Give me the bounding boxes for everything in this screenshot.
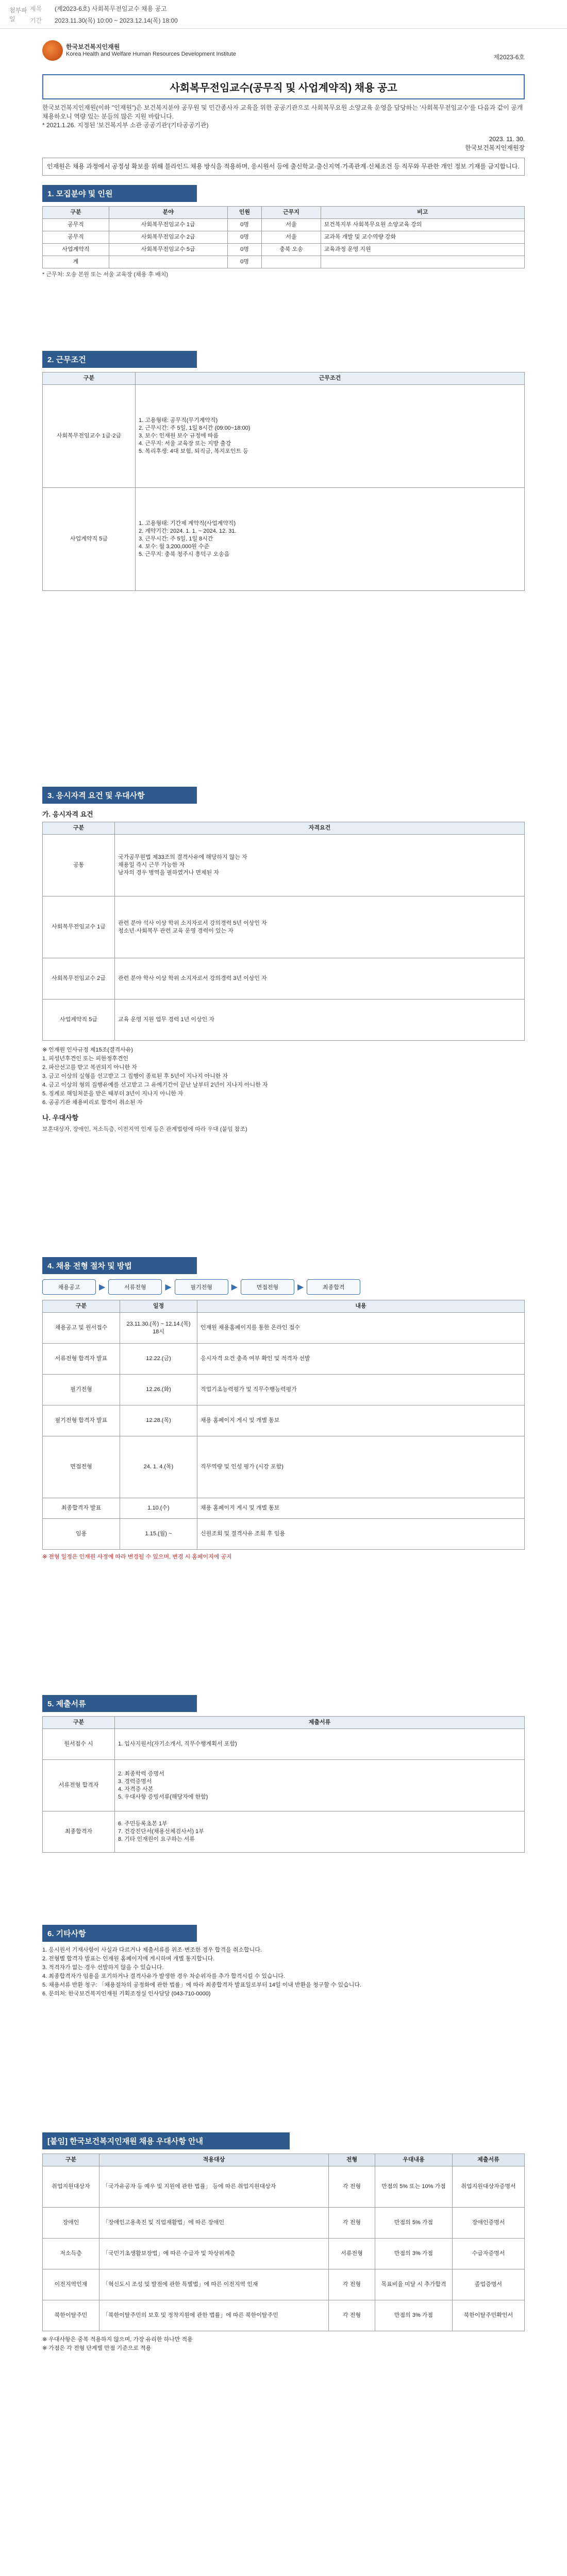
top-bar — [0, 0, 567, 29]
list-item: 2. 전형별 합격자 발표는 인재원 홈페이지에 게시하며 개별 통지합니다. — [42, 1956, 215, 1962]
table-row: 북한이탈주민 「북한이탈주민의 보호 및 정착지원에 관한 법률」에 따른 북한이탈주민 각 전형 만점의 3% 가점 북한이탈주민확인서 — [43, 2300, 525, 2331]
notice-period: 2023.11.30(목) 10:00 ~ 2023.12.14(목) 18:00 — [55, 16, 178, 24]
process-step: 필기전형 — [175, 1279, 228, 1295]
section-title: 4. 채용 전형 절차 및 방법 — [42, 1257, 197, 1274]
list-item: 4. 최종합격자가 임용을 포기하거나 결격사유가 발생한 경우 차순위자를 추가 합격시킬 수 있습니다. — [42, 1973, 285, 1979]
notice-number: 제2023-6호 — [493, 54, 525, 61]
section-recruit — [42, 185, 525, 279]
table-row: 공무직 사회복무전임교수 1급 0명 서울 보건복지부 사회복무요원 소양교육 강의 — [43, 219, 525, 231]
section-title: 3. 응시자격 요건 및 우대사항 — [42, 787, 197, 804]
table-header: 구분 — [43, 822, 115, 835]
process-table — [42, 1300, 525, 1550]
table-header: 인원 — [227, 207, 262, 219]
page-title: 사회복무전임교수(공무직 및 사업계약직) 채용 공고 — [170, 82, 397, 94]
date-block — [42, 135, 525, 152]
preference-table — [42, 2154, 525, 2331]
org-logo-icon — [42, 40, 63, 61]
table-row: 장애인 「장애인고용촉진 및 직업재활법」에 따른 장애인 각 전형 만점의 5% 가점 장애인증명서 — [43, 2208, 525, 2239]
table-header: 우대내용 — [375, 2154, 453, 2166]
process-note: ※ 전형 일정은 인재원 사정에 따라 변경될 수 있으며, 변경 시 홈페이지에 공지 — [42, 1554, 232, 1560]
table-row: 최종합격자 발표 1.10.(수) 채용 홈페이지 게시 및 개별 통보 — [43, 1498, 525, 1519]
notice-date: 2023. 11. 30. — [489, 135, 525, 143]
process-step: 서류전형 — [108, 1279, 162, 1295]
table-row: 사회복무전임교수 2급 관련 분야 학사 이상 학위 소지자로서 강의경력 3년 이상인 자 — [43, 958, 525, 999]
table-header: 근무조건 — [136, 372, 525, 385]
table-header: 적용대상 — [99, 2154, 329, 2166]
table-header: 제출서류 — [115, 1717, 525, 1729]
table-row: 이전지역인재 「혁신도시 조성 및 발전에 관한 특별법」에 따른 이전지역 인재 각 전형 목표비율 미달 시 추가합격 졸업증명서 — [43, 2269, 525, 2300]
page-footer — [42, 2353, 525, 2399]
section-preference — [42, 2132, 525, 2353]
arrow-right-icon: ▶ — [165, 1283, 172, 1292]
document-header — [42, 40, 525, 70]
table-row: 서류전형 합격자 발표 12.22.(금) 응시자격 요건 충족 여부 확인 및 적격자 선발 — [43, 1344, 525, 1375]
table-row: 사업계약직 사회복무전임교수 5급 0명 충북 오송 교육과정 운영 지원 — [43, 244, 525, 256]
list-item: 6. 문의처: 한국보건복지인재원 기획조정실 인사담당 (043-710-0000) — [42, 1991, 211, 1997]
disqualification-notes: ※ 인재원 인사규정 제15조(결격사유) 1. 피성년후견인 또는 피한정후견인 2. 파산선고를 받고 복권되지 아니한 자 3. 금고 이상의 실형을 선고받고 그 집행이 종료된 후 5년이 지나지 아니한 자 4. 금고 이상의 형의 집행유예를 선고받고 그 유예기간이 끝난 날부터 2년이 지나지 아니한 자 5. 징계로 해임처분을 받은 때부터 3년이 지나지 아니한 자 6. 공공기관 채용비리로 합격이 취소된 자 — [42, 1047, 268, 1106]
table-row: 원서접수 시 1. 입사지원서(자기소개서, 직무수행계획서 포함) — [43, 1729, 525, 1760]
documents-table — [42, 1716, 525, 1853]
section-title: 2. 근무조건 — [42, 351, 197, 368]
section-title: 5. 제출서류 — [42, 1695, 197, 1712]
table-header: 제출서류 — [453, 2154, 525, 2166]
table-row: 사업계약직 5급 1. 고용형태: 기간제 계약직(사업계약직) 2. 계약기간: 2024. 1. 1. ~ 2024. 12. 31. 3. 근무시간: 주 5일, 1일 8시간 4. 보수: 월 3,200,000원 수준 5. 근무지: 충북 청주시 흥덕구 오송읍 — [43, 488, 525, 591]
document — [42, 40, 525, 2399]
table-row: 공무직 사회복무전임교수 2급 0명 서울 교과목 개발 및 교수역량 강화 — [43, 231, 525, 244]
table-row: 사업계약직 5급 교육 운영 지원 업무 경력 1년 이상인 자 — [43, 999, 525, 1041]
table-header: 자격요건 — [115, 822, 525, 835]
list-item: 3. 적격자가 없는 경우 선발하지 않을 수 있습니다. — [42, 1964, 164, 1971]
table-header: 일정 — [120, 1300, 197, 1313]
org-name: 한국보건복지인재원 — [66, 43, 120, 50]
section-title: 1. 모집분야 및 인원 — [42, 185, 197, 202]
recruit-table — [42, 206, 525, 268]
table-row: 사회복무전임교수 1급 관련 분야 석사 이상 학위 소지자로서 강의경력 5년 이상인 자 청소년·사회복무 관련 교육 운영 경력이 있는 자 — [43, 896, 525, 958]
attachment-label: 첨부파일 — [9, 6, 27, 23]
preference-text: 보훈대상자, 장애인, 저소득층, 이전지역 인재 등은 관계법령에 따라 우대 (붙임 참조) — [42, 1126, 247, 1132]
intro-text: 한국보건복지인재원(이하 "인재원")은 보건복지분야 공무원 및 민간종사자 교육을 위한 공공기관으로 사회복무요원 소양교육 운영을 담당하는 '사회복무전임교수'를 다음과 같이 공개 채용하오니 역량 있는 분들의 많은 지원 바랍니다. — [42, 104, 523, 120]
process-step: 최종합격 — [307, 1279, 360, 1295]
org-logo — [42, 40, 236, 61]
table-header: 구분 — [43, 1717, 115, 1729]
table-row: 최종합격자 6. 주민등록초본 1부 7. 건강진단서(채용신체검사서) 1부 8. 기타 인재원이 요구하는 서류 — [43, 1811, 525, 1853]
table-row: 서류전형 합격자 2. 최종학력 증명서 3. 경력증명서 4. 자격증 사본 5. 우대사항 증빙서류(해당자에 한함) — [43, 1760, 525, 1811]
process-step: 채용공고 — [42, 1279, 96, 1295]
table-row: 면접전형 24. 1. 4.(목) 직무역량 및 인성 평가 (시강 포함) — [43, 1436, 525, 1498]
table-row: 사회복무전임교수 1급·2급 1. 고용형태: 공무직(무기계약직) 2. 근무시간: 주 5일, 1일 8시간 (09:00~18:00) 3. 보수: 인재원 보수 규정에 따름 4. 근무지: 서울 교육장 또는 지방 출강 5. 복리후생: 4대 보험, 퇴직금, 복지포인트 등 — [43, 385, 525, 488]
arrow-right-icon: ▶ — [99, 1283, 106, 1292]
section-documents — [42, 1695, 525, 1853]
table-header: 전형 — [329, 2154, 375, 2166]
table-header: 구분 — [43, 1300, 120, 1313]
qualification-table — [42, 822, 525, 1041]
table-header: 내용 — [197, 1300, 525, 1313]
table-row: 공통 국가공무원법 제33조의 결격사유에 해당하지 않는 자 채용일 즉시 근무 가능한 자 남자의 경우 병역을 필하였거나 면제된 자 — [43, 835, 525, 896]
list-item: 1. 응시원서 기재사항이 사실과 다르거나 제출서류를 위조·변조한 경우 합격을 취소합니다. — [42, 1947, 262, 1953]
table-header: 비고 — [321, 207, 524, 219]
title-key: 제목 — [30, 5, 42, 12]
notice-title: (제2023-6호) 사회복무전임교수 채용 공고 — [55, 5, 167, 12]
org-signature: 한국보건복지인재원장 — [465, 144, 525, 151]
section-etc — [42, 1925, 525, 1998]
table-header: 구분 — [43, 372, 136, 385]
section-process — [42, 1257, 525, 1561]
table-row: 임용 1.15.(월) ~ 신원조회 및 결격사유 조회 후 임용 — [43, 1519, 525, 1550]
table-row: 계 0명 — [43, 256, 525, 268]
process-flow — [42, 1279, 525, 1295]
intro-note: * 2021.1.26. 지정된 '보건복지부 소관 공공기관'(기타공공기관) — [42, 122, 209, 129]
arrow-right-icon: ▶ — [297, 1283, 304, 1292]
recruit-note: * 근무처: 오송 본원 또는 서울 교육장 (채용 후 배치) — [42, 272, 169, 278]
blind-notice: 인재원은 채용 과정에서 공정성 확보를 위해 블라인드 채용 방식을 적용하며, 응시원서 등에 출신학교·출신지역·가족관계·신체조건 등 직무와 무관한 개인 정보 기재를 금지합니다. — [42, 158, 525, 176]
preference-notes: ※ 우대사항은 중복 적용하지 않으며, 가장 유리한 하나만 적용 ※ 가점은 각 전형 단계별 만점 기준으로 적용 — [42, 2336, 193, 2351]
list-item: 5. 채용서류 반환 청구: 「채용절차의 공정화에 관한 법률」에 따라 최종합격자 발표일로부터 14일 이내 반환을 청구할 수 있습니다. — [42, 1982, 362, 1988]
section-conditions — [42, 351, 525, 591]
table-row: 저소득층 「국민기초생활보장법」에 따른 수급자 및 차상위계층 서류전형 만점의 3% 가점 수급자증명서 — [43, 2239, 525, 2269]
table-header: 구분 — [43, 207, 109, 219]
section-title: 6. 기타사항 — [42, 1925, 197, 1942]
etc-list — [42, 1946, 525, 1998]
table-row: 필기전형 12.26.(화) 직업기초능력평가 및 직무수행능력평가 — [43, 1375, 525, 1405]
period-key: 기간 — [30, 16, 42, 24]
table-header: 분야 — [109, 207, 227, 219]
table-row: 필기전형 합격자 발표 12.28.(목) 채용 홈페이지 게시 및 개별 통보 — [43, 1405, 525, 1436]
qualification-subtitle: 가. 응시자격 요건 — [42, 810, 93, 818]
arrow-right-icon: ▶ — [231, 1283, 238, 1292]
title-box — [42, 74, 525, 99]
org-sub: Korea Health and Welfare Human Resources Development Institute — [66, 51, 236, 57]
section-title: [붙임] 한국보건복지인재원 채용 우대사항 안내 — [42, 2132, 290, 2149]
section-qualification — [42, 787, 525, 1133]
table-header: 근무지 — [262, 207, 321, 219]
preference-subtitle: 나. 우대사항 — [42, 1114, 79, 1122]
conditions-table — [42, 372, 525, 591]
process-step: 면접전형 — [241, 1279, 294, 1295]
table-row: 채용공고 및 원서접수 23.11.30.(목) ~ 12.14.(목) 18시 인재원 채용홈페이지를 통한 온라인 접수 — [43, 1313, 525, 1344]
table-row: 취업지원대상자 「국가유공자 등 예우 및 지원에 관한 법률」 등에 따른 취업지원대상자 각 전형 만점의 5% 또는 10% 가점 취업지원대상자증명서 — [43, 2166, 525, 2208]
table-header: 구분 — [43, 2154, 99, 2166]
